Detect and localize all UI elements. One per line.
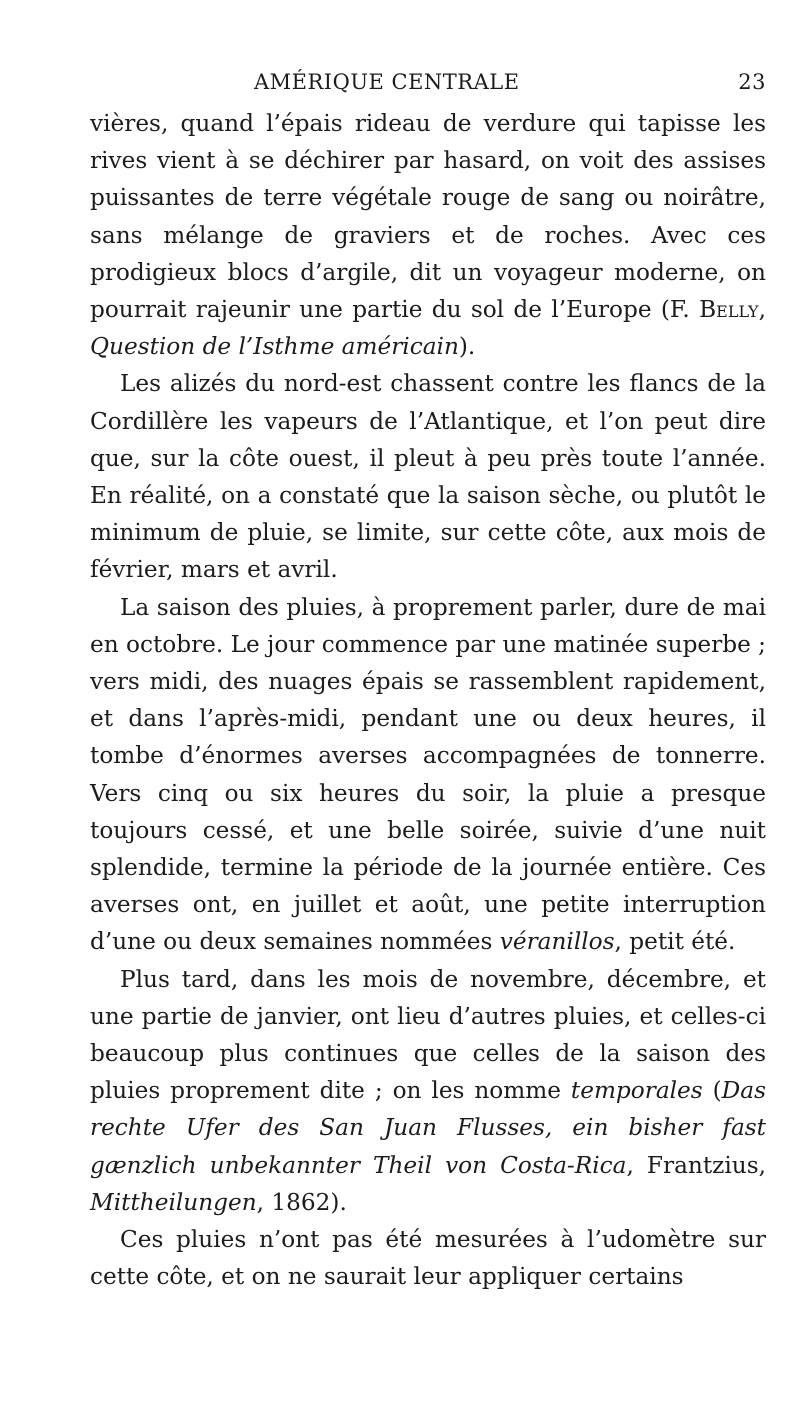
text-run: ).: [458, 333, 476, 361]
text-run: (: [702, 1077, 722, 1105]
text-run: ,: [758, 296, 766, 324]
text-run: vières, quand l’épais rideau de verdure qui tapisse les rives vient à se déchirer par hasard, on voit des assises puissantes de terre végétale rouge de sang ou noirâtre, sans mélange de graviers et de roches. Avec ces prodigieux blocs d’argile, dit un voyageur moderne, on pourrait rajeunir une partie du sol de l’Europe (F.: [90, 110, 766, 324]
paragraph-5: [90, 1221, 766, 1295]
text-run: , 1862).: [256, 1188, 347, 1216]
italic-run: Das rechte Ufer des San Juan Flusses, ein bisher fast gænzlich unbekannter Theil von Costa-Rica: [90, 1077, 766, 1179]
author-name: Belly: [699, 296, 759, 324]
paragraph-1: [90, 105, 766, 365]
text-run: Les alizés du nord-est chassent contre les flancs de la Cordillère les vapeurs de l’Atlantique, et l’on peut dire que, sur la côte ouest, il pleut à peu près toute l’année. En réalité, on a constaté que la saison sèche, ou plutôt le minimum de pluie, se limite, sur cette côte, aux mois de février, mars et avril.: [90, 370, 766, 584]
italic-run: véranillos: [499, 928, 615, 956]
text-run: La saison des pluies, à proprement parler, dure de mai en octobre. Le jour commence par une matinée superbe ; vers midi, des nuages épais se rassemblent rapidement, et dans l’après-midi, pendant une ou deux heures, il tombe d’énormes averses accompagnées de tonnerre. Vers cinq ou six heures du soir, la pluie a presque toujours cessé, et une belle soirée, suivie d’une nuit splendide, termine la période de la journée entière. Ces averses ont, en juillet et août, une petite interruption d’une ou deux semaines nommées: [90, 593, 766, 956]
page-number: 23: [738, 70, 766, 94]
running-head: [90, 70, 766, 100]
text-run: , Frantzius,: [626, 1151, 766, 1179]
italic-run: Question de l’Isthme américain: [90, 333, 459, 361]
paragraph-2: [90, 365, 766, 588]
text-run: , petit été.: [614, 928, 736, 956]
italic-run: temporales: [570, 1077, 703, 1105]
text-run: Ces pluies n’ont pas été mesurées à l’udomètre sur cette côte, et on ne saurait leur appliquer certains: [90, 1226, 766, 1291]
body-text: [90, 105, 766, 1296]
running-title: AMÉRIQUE CENTRALE: [254, 70, 520, 94]
paragraph-4: [90, 961, 766, 1221]
italic-run: Mittheilungen: [90, 1188, 257, 1216]
text-run: Plus tard, dans les mois de novembre, décembre, et une partie de janvier, ont lieu d’autres pluies, et celles-ci beaucoup plus continues que celles de la saison des pluies proprement dite ; on les nomme: [90, 965, 766, 1105]
paragraph-3: [90, 589, 766, 961]
